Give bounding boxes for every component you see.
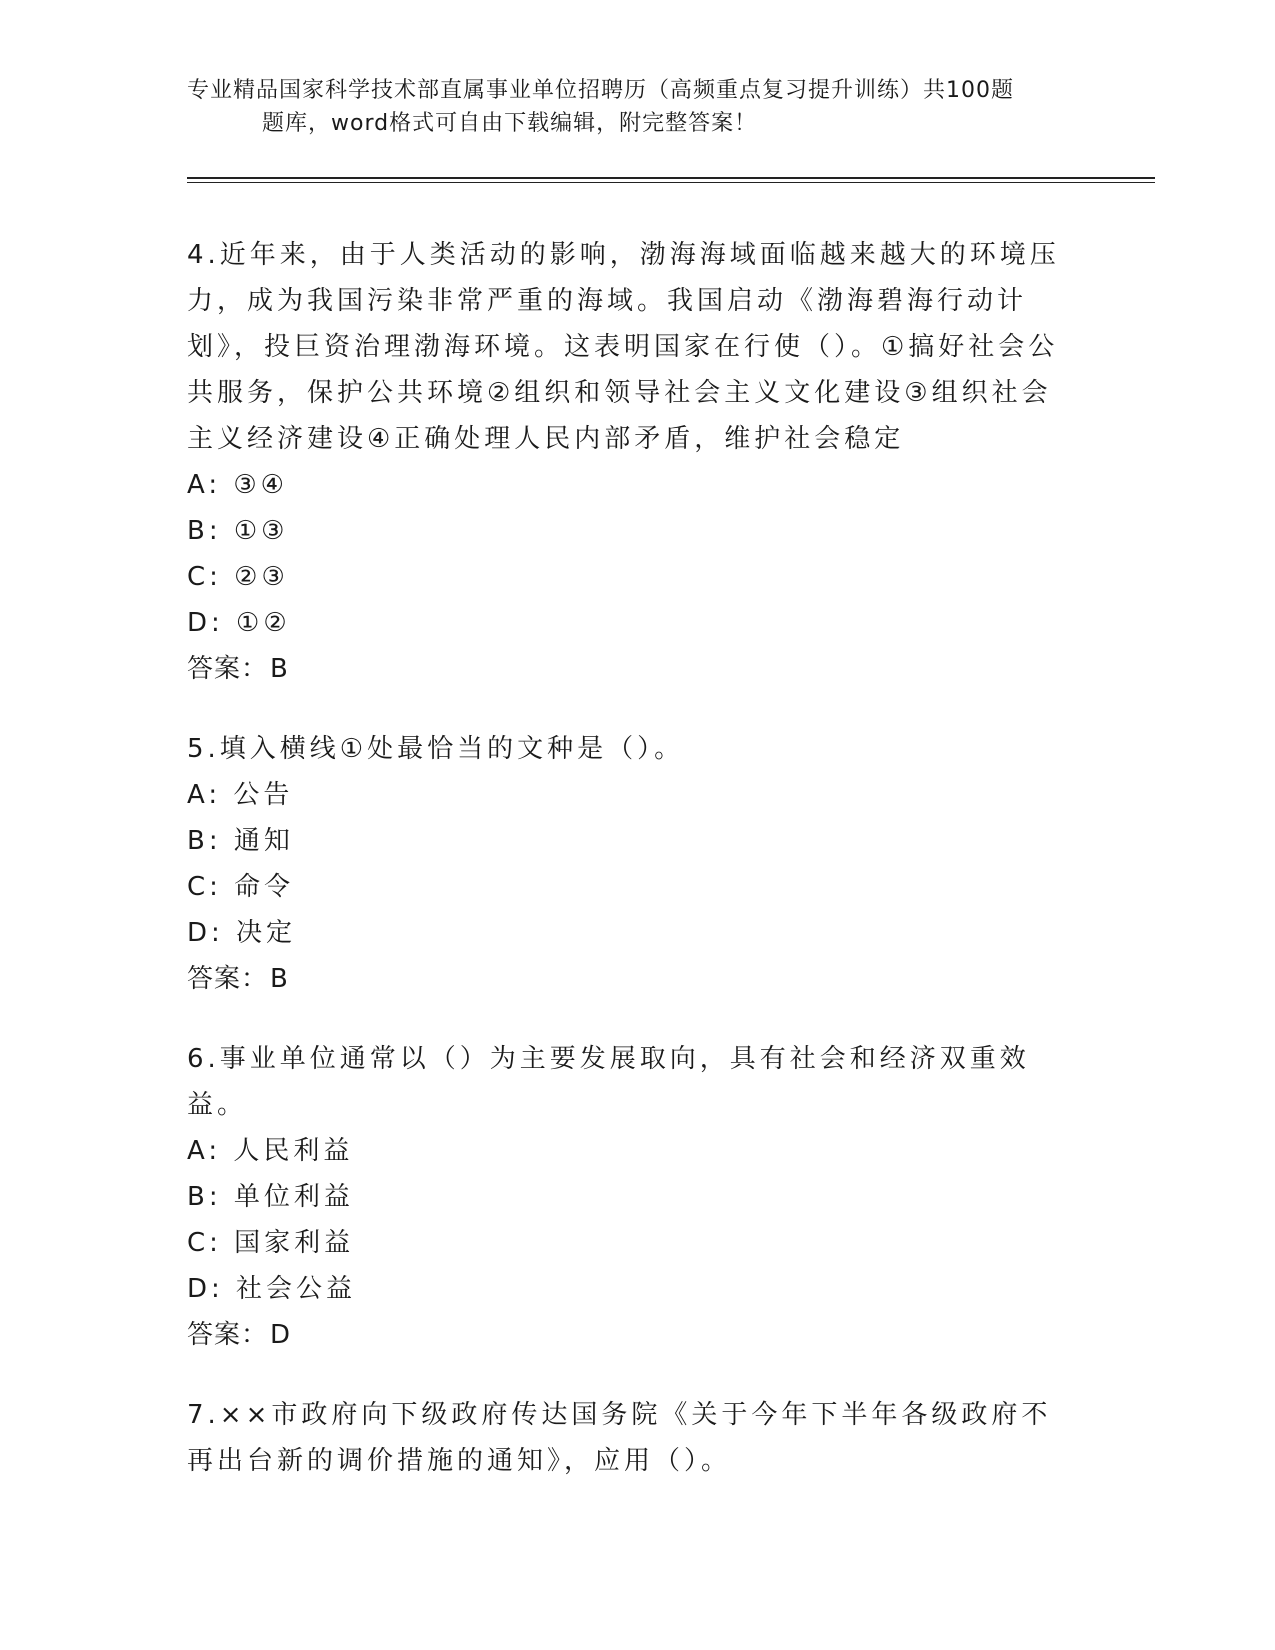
answer-value: B <box>270 964 289 994</box>
question-list <box>187 232 1067 1518</box>
question-stem: 7.××市政府向下级政府传达国务院《关于今年下半年各级政府不再出台新的调价措施的通知》，应用（）。 <box>187 1400 1052 1476</box>
answer-line <box>187 1312 1067 1358</box>
option-c: C: ②③ <box>187 562 289 592</box>
header-divider-thin <box>187 182 1155 183</box>
option-list <box>187 772 1067 956</box>
answer-label: 答案： <box>187 654 269 684</box>
option-d: D: ①② <box>187 608 291 638</box>
header-title-line1: 专业精品国家科学技术部直属事业单位招聘历（高频重点复习提升训练）共100题 <box>187 78 1014 103</box>
document-header <box>187 74 1087 140</box>
answer-value: D <box>270 1320 292 1350</box>
header-title-line2: 题库，word格式可自由下载编辑，附完整答案！ <box>262 111 758 136</box>
header-divider <box>187 177 1155 179</box>
option-a: A: 人民利益 <box>187 1136 354 1166</box>
option-list <box>187 1128 1067 1312</box>
option-b: B: 单位利益 <box>187 1182 354 1212</box>
option-a: A: ③④ <box>187 470 288 500</box>
option-d: D: 决定 <box>187 918 297 948</box>
option-b: B: ①③ <box>187 516 289 546</box>
question-6 <box>187 1036 1067 1358</box>
question-stem: 4.近年来，由于人类活动的影响，渤海海域面临越来越大的环境压力，成为我国污染非常严重的海域。我国启动《渤海碧海行动计划》，投巨资治理渤海环境。这表明国家在行使（）。①搞好社会公共服务，保护公共环境②组织和领导社会主义文化建设③组织社会主义经济建设④正确处理人民内部矛盾，维护社会稳定 <box>187 240 1060 454</box>
question-7 <box>187 1392 1067 1484</box>
question-4 <box>187 232 1067 692</box>
answer-label: 答案： <box>187 1320 269 1350</box>
option-d: D: 社会公益 <box>187 1274 357 1304</box>
option-c: C: 命令 <box>187 872 295 902</box>
option-a: A: 公告 <box>187 780 294 810</box>
answer-line <box>187 646 1067 692</box>
question-stem: 5.填入横线①处最恰当的文种是（）。 <box>187 734 685 764</box>
answer-value: B <box>270 654 289 684</box>
question-5 <box>187 726 1067 1002</box>
option-c: C: 国家利益 <box>187 1228 355 1258</box>
answer-label: 答案： <box>187 964 269 994</box>
option-b: B: 通知 <box>187 826 294 856</box>
option-list <box>187 462 1067 646</box>
question-stem: 6.事业单位通常以（）为主要发展取向，具有社会和经济双重效益。 <box>187 1044 1030 1120</box>
answer-line <box>187 956 1067 1002</box>
